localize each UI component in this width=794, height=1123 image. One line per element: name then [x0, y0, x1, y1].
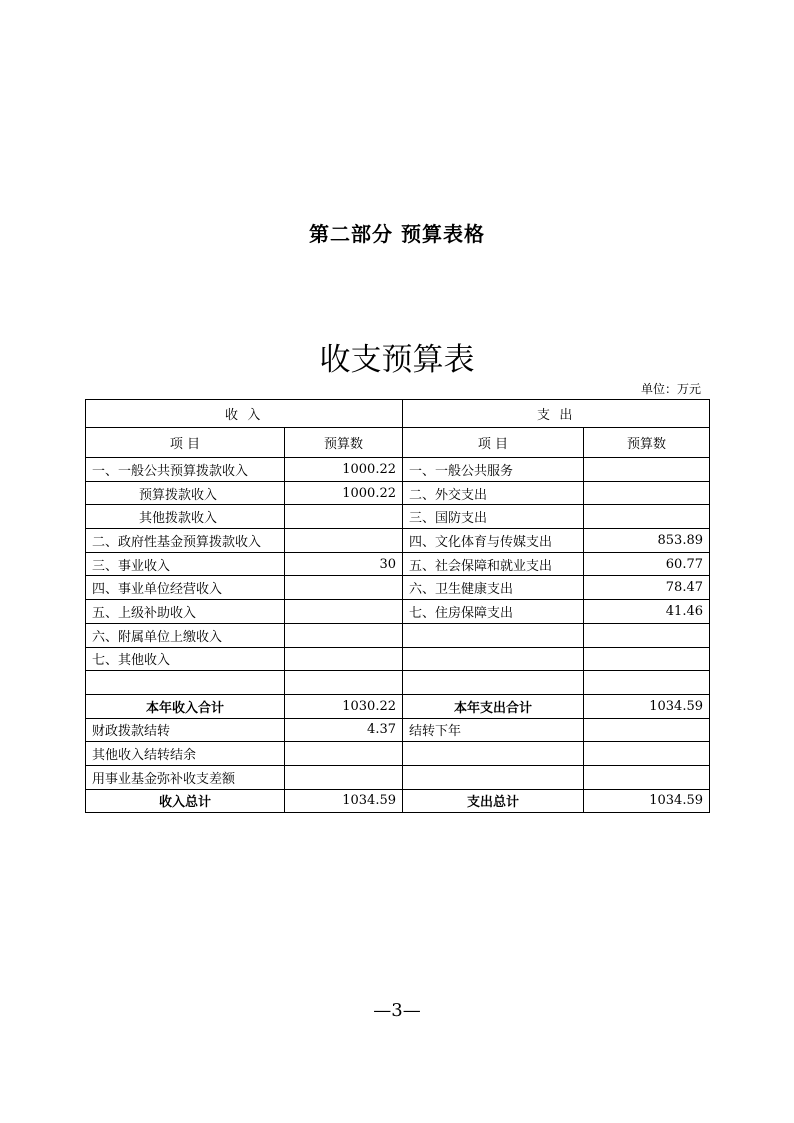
expense-item-cell: 支出总计 — [403, 789, 584, 813]
expense-item-cell — [403, 671, 584, 695]
table-row — [86, 529, 710, 553]
table-row — [86, 694, 710, 718]
table-title: 收支预算表 — [319, 342, 475, 378]
income-item-cell: 收入总计 — [86, 789, 285, 813]
expense-item-cell: 结转下年 — [403, 718, 584, 742]
expense-item-cell: 四、文化体育与传媒支出 — [403, 529, 584, 553]
table-body — [86, 458, 710, 813]
page-number: —3— — [373, 1000, 421, 1021]
income-item-cell — [86, 671, 285, 695]
income-header-label: 收 入 — [225, 408, 263, 423]
income-item-cell: 预算拨款收入 — [86, 481, 285, 505]
table-row — [86, 742, 710, 766]
expense-value-cell: 78.47 — [584, 576, 710, 600]
expense-value-cell — [584, 671, 710, 695]
income-value-cell — [285, 529, 403, 553]
expense-value-cell: 60.77 — [584, 552, 710, 576]
table-row — [86, 576, 710, 600]
income-item-cell: 其他收入结转结余 — [86, 742, 285, 766]
expense-item-cell: 六、卫生健康支出 — [403, 576, 584, 600]
table-row — [86, 765, 710, 789]
table-row — [86, 623, 710, 647]
expense-item-cell — [403, 647, 584, 671]
expense-value-cell — [584, 647, 710, 671]
expense-value-cell: 41.46 — [584, 600, 710, 624]
income-value-cell: 30 — [285, 552, 403, 576]
expense-value-cell — [584, 481, 710, 505]
income-item-cell: 本年收入合计 — [86, 694, 285, 718]
expense-value-cell — [584, 505, 710, 529]
expense-item-cell — [403, 742, 584, 766]
expense-value-cell — [584, 623, 710, 647]
expense-value-cell: 853.89 — [584, 529, 710, 553]
expense-value-cell — [584, 458, 710, 482]
income-value-cell: 1034.59 — [285, 789, 403, 813]
income-item-cell: 一、一般公共预算拨款收入 — [86, 458, 285, 482]
expense-header — [403, 400, 710, 428]
unit-label: 单位：万元 — [640, 382, 701, 396]
income-value-cell — [285, 742, 403, 766]
income-value-cell: 1000.22 — [285, 458, 403, 482]
table-row — [86, 671, 710, 695]
income-item-cell: 其他拨款收入 — [86, 505, 285, 529]
expense-value-cell — [584, 742, 710, 766]
income-value-cell — [285, 600, 403, 624]
expense-item-cell: 三、国防支出 — [403, 505, 584, 529]
expense-value-cell: 1034.59 — [584, 789, 710, 813]
table-row — [86, 647, 710, 671]
income-col-item: 项 目 — [86, 428, 285, 458]
income-value-cell — [285, 505, 403, 529]
income-header — [86, 400, 403, 428]
table-row — [86, 600, 710, 624]
income-value-cell: 1030.22 — [285, 694, 403, 718]
income-value-cell — [285, 647, 403, 671]
income-item-cell: 六、附属单位上缴收入 — [86, 623, 285, 647]
expense-col-item: 项 目 — [403, 428, 584, 458]
income-value-cell: 1000.22 — [285, 481, 403, 505]
expense-header-label: 支 出 — [537, 408, 575, 423]
table-row — [86, 789, 710, 813]
expense-item-cell: 七、住房保障支出 — [403, 600, 584, 624]
expense-value-cell — [584, 718, 710, 742]
income-item-cell: 用事业基金弥补收支差额 — [86, 765, 285, 789]
income-value-cell — [285, 576, 403, 600]
income-col-budget: 预算数 — [285, 428, 403, 458]
income-item-cell: 三、事业收入 — [86, 552, 285, 576]
expense-value-cell — [584, 765, 710, 789]
table-row — [86, 505, 710, 529]
table-group-header-row — [86, 400, 710, 428]
income-value-cell — [285, 671, 403, 695]
table-row — [86, 718, 710, 742]
income-item-cell: 五、上级补助收入 — [86, 600, 285, 624]
expense-item-cell: 本年支出合计 — [403, 694, 584, 718]
expense-item-cell: 一、一般公共服务 — [403, 458, 584, 482]
income-value-cell — [285, 765, 403, 789]
expense-value-cell: 1034.59 — [584, 694, 710, 718]
expense-item-cell — [403, 623, 584, 647]
section-title: 第二部分 预算表格 — [309, 222, 485, 246]
income-value-cell: 4.37 — [285, 718, 403, 742]
table-row — [86, 552, 710, 576]
expense-item-cell — [403, 765, 584, 789]
expense-col-budget: 预算数 — [584, 428, 710, 458]
income-value-cell — [285, 623, 403, 647]
expense-item-cell: 二、外交支出 — [403, 481, 584, 505]
income-item-cell: 四、事业单位经营收入 — [86, 576, 285, 600]
budget-table — [85, 399, 710, 813]
income-item-cell: 财政拨款结转 — [86, 718, 285, 742]
table-row — [86, 458, 710, 482]
table-row — [86, 481, 710, 505]
table-column-header-row — [86, 428, 710, 458]
income-item-cell: 二、政府性基金预算拨款收入 — [86, 529, 285, 553]
income-item-cell: 七、其他收入 — [86, 647, 285, 671]
expense-item-cell: 五、社会保障和就业支出 — [403, 552, 584, 576]
